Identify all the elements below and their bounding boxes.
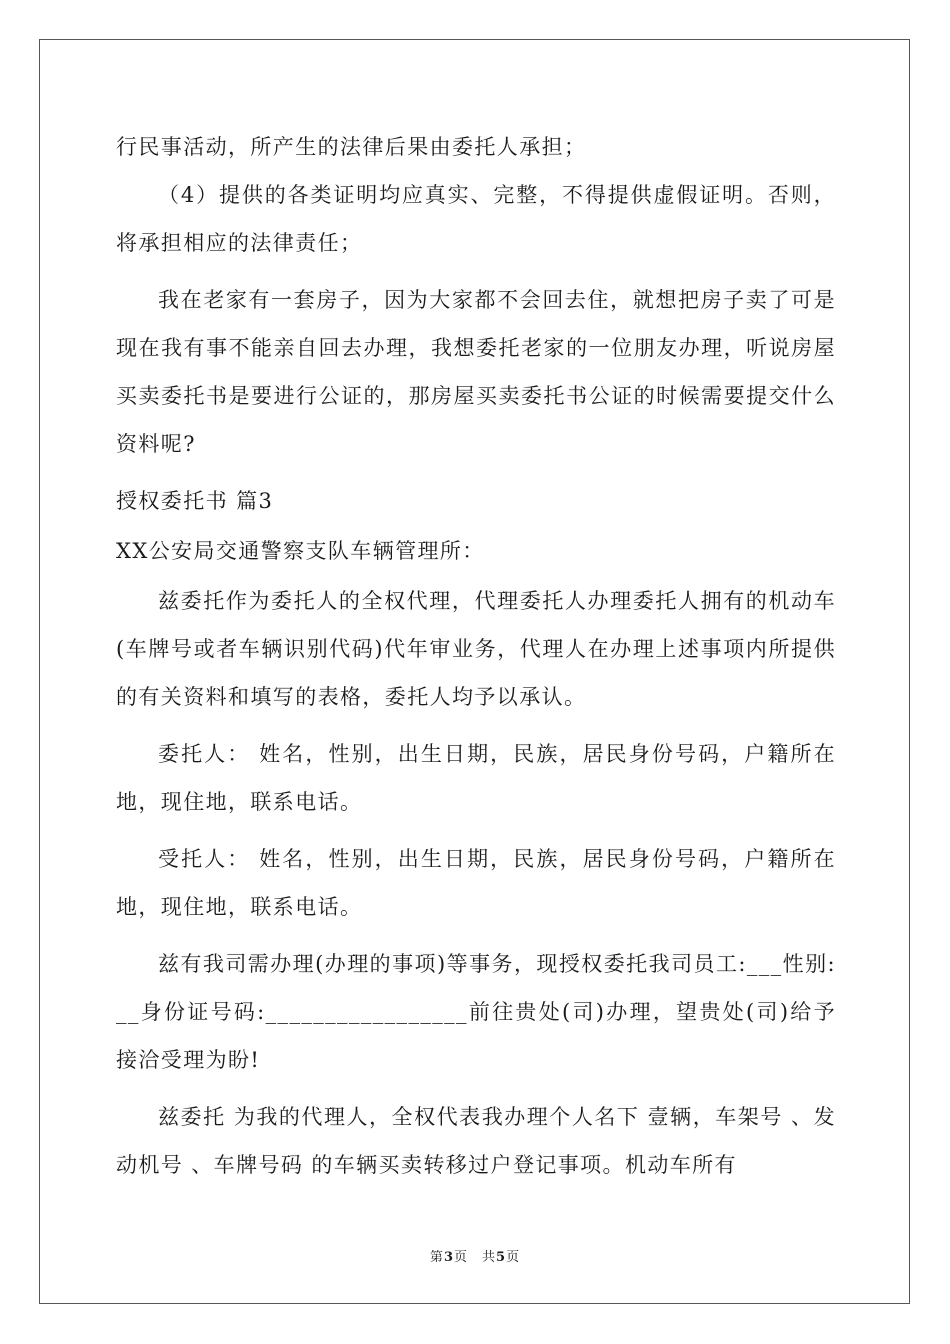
page-current: 3 — [443, 1250, 454, 1265]
page-total: 5 — [496, 1250, 507, 1265]
page-prefix: 第 — [429, 1250, 444, 1265]
paragraph-10: 兹委托 为我的代理人，全权代表我办理个人名下 壹辆，车架号 、发动机号 、车牌号码 的车辆买卖转移过户登记事项。机动车所有 — [116, 1105, 836, 1177]
paragraph-1: 行民事活动，所产生的法律后果由委托人承担； — [116, 135, 587, 159]
section-heading: 授权委托书 篇3 — [116, 489, 274, 513]
paragraph-3: 我在老家有一套房子，因为大家都不会回去住，就想把房子卖了可是现在我有事不能亲自回去办理，我想委托老家的一位朋友办理，听说房屋买卖委托书是要进行公证的，那房屋买卖委托书公证的时候需要提交什么资料呢? — [116, 288, 836, 456]
total-prefix: 共 — [482, 1250, 497, 1265]
page-suffix: 页 — [453, 1250, 468, 1265]
paragraph-7: 委托人： 姓名，性别，出生日期，民族，居民身份号码，户籍所在地，现住地，联系电话。 — [116, 742, 836, 814]
total-suffix: 页 — [506, 1250, 521, 1265]
paragraph-8: 受托人： 姓名，性别，出生日期，民族，居民身份号码，户籍所在地，现住地，联系电话。 — [116, 847, 836, 919]
paragraph-6: 兹委托作为委托人的全权代理，代理委托人办理委托人拥有的机动车 (车牌号或者车辆识别代码)代年审业务，代理人在办理上述事项内所提供的有关资料和填写的表格，委托人均予以承认。 — [116, 589, 836, 709]
page-footer — [0, 1246, 950, 1265]
paragraph-2: （4）提供的各类证明均应真实、完整，不得提供虚假证明。否则，将承担相应的法律责任； — [116, 183, 836, 255]
document-body — [116, 123, 836, 1198]
addressee-line: XX公安局交通警察支队车辆管理所： — [116, 539, 485, 563]
paragraph-9: 兹有我司需办理(办理的事项)等事务，现授权委托我司员工:___性别:__身份证号码:_________________前往贵处(司)办理，望贵处(司)给予接洽受理为盼! — [116, 952, 836, 1072]
